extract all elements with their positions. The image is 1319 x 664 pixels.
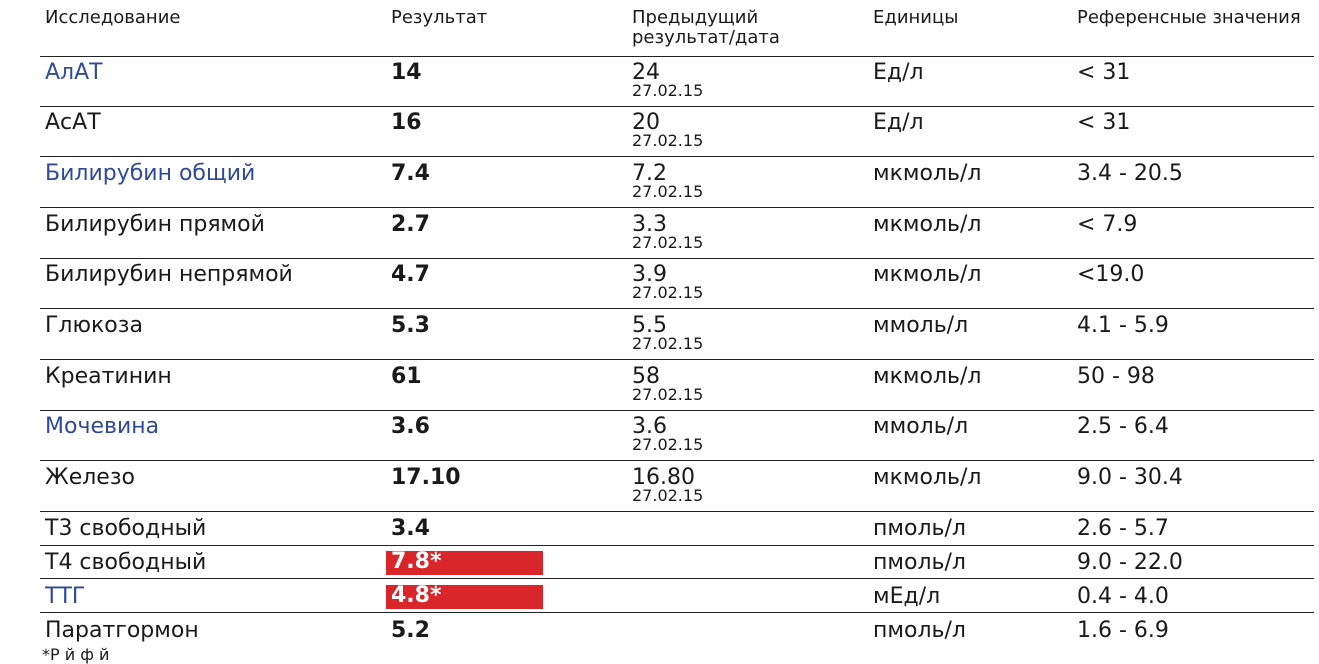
row-divider xyxy=(40,578,1314,579)
unit-value: мкмоль/л xyxy=(873,465,982,490)
test-name: Глюкоза xyxy=(45,313,143,338)
unit-value: мкмоль/л xyxy=(873,262,982,287)
test-name: Железо xyxy=(45,465,135,490)
test-name: Т4 свободный xyxy=(45,550,207,575)
unit-value: пмоль/л xyxy=(873,550,966,575)
footnote-text: *Р й ф й xyxy=(42,645,110,664)
result-value: 61 xyxy=(391,364,422,389)
header-previous-line2: результат/дата xyxy=(632,27,780,48)
unit-value: ммоль/л xyxy=(873,313,969,338)
previous-value: 3.6 xyxy=(632,414,667,439)
result-value: 4.7 xyxy=(391,262,430,287)
result-value-flagged: 7.8* xyxy=(391,549,442,574)
unit-value: мЕд/л xyxy=(873,584,941,609)
unit-value: пмоль/л xyxy=(873,516,966,541)
result-value: 3.4 xyxy=(391,516,430,541)
previous-date: 27.02.15 xyxy=(632,233,704,252)
row-divider xyxy=(40,308,1314,309)
result-value: 17.10 xyxy=(391,465,461,490)
test-name: Креатинин xyxy=(45,364,172,389)
result-value: 16 xyxy=(391,110,422,135)
row-divider xyxy=(40,258,1314,259)
previous-date: 27.02.15 xyxy=(632,385,704,404)
previous-value: 58 xyxy=(632,364,660,389)
row-divider xyxy=(40,106,1314,107)
previous-date: 27.02.15 xyxy=(632,334,704,353)
result-value-flagged: 4.8* xyxy=(391,583,442,608)
row-divider xyxy=(40,359,1314,360)
previous-value: 20 xyxy=(632,110,660,135)
row-divider xyxy=(40,612,1314,613)
row-divider xyxy=(40,410,1314,411)
reference-value: 4.1 - 5.9 xyxy=(1077,313,1169,338)
row-divider xyxy=(40,545,1314,546)
reference-value: 2.6 - 5.7 xyxy=(1077,516,1169,541)
test-name-link[interactable]: АлАТ xyxy=(45,60,103,85)
reference-value: 50 - 98 xyxy=(1077,364,1155,389)
test-name: АсАТ xyxy=(45,110,101,135)
row-divider xyxy=(40,156,1314,157)
reference-value: < 31 xyxy=(1077,60,1131,85)
previous-date: 27.02.15 xyxy=(632,182,704,201)
previous-date: 27.02.15 xyxy=(632,486,704,505)
test-name: Билирубин непрямой xyxy=(45,262,293,287)
previous-value: 3.3 xyxy=(632,212,667,237)
reference-value: < 7.9 xyxy=(1077,212,1138,237)
result-value: 3.6 xyxy=(391,414,430,439)
unit-value: пмоль/л xyxy=(873,618,966,643)
reference-value: 2.5 - 6.4 xyxy=(1077,414,1169,439)
unit-value: Ед/л xyxy=(873,110,924,135)
unit-value: ммоль/л xyxy=(873,414,969,439)
test-name-link[interactable]: Мочевина xyxy=(45,414,160,439)
row-divider xyxy=(40,56,1314,57)
row-divider xyxy=(40,511,1314,512)
test-name: Билирубин прямой xyxy=(45,212,265,237)
previous-value: 5.5 xyxy=(632,313,667,338)
header-units: Единицы xyxy=(873,7,959,28)
previous-date: 27.02.15 xyxy=(632,131,704,150)
test-name-link[interactable]: ТТГ xyxy=(45,584,86,609)
row-divider xyxy=(40,207,1314,208)
header-result: Результат xyxy=(391,7,488,28)
previous-date: 27.02.15 xyxy=(632,435,704,454)
result-value: 2.7 xyxy=(391,212,430,237)
unit-value: мкмоль/л xyxy=(873,364,982,389)
header-previous-line1: Предыдущий xyxy=(632,7,759,28)
reference-value: 1.6 - 6.9 xyxy=(1077,618,1169,643)
header-reference: Референсные значения xyxy=(1077,7,1301,28)
reference-value: 0.4 - 4.0 xyxy=(1077,584,1169,609)
unit-value: мкмоль/л xyxy=(873,212,982,237)
previous-value: 7.2 xyxy=(632,161,667,186)
row-divider xyxy=(40,460,1314,461)
header-test: Исследование xyxy=(45,7,181,28)
unit-value: Ед/л xyxy=(873,60,924,85)
test-name: Паратгормон xyxy=(45,618,199,643)
unit-value: мкмоль/л xyxy=(873,161,982,186)
result-value: 5.2 xyxy=(391,618,430,643)
reference-value: 9.0 - 30.4 xyxy=(1077,465,1183,490)
reference-value: 9.0 - 22.0 xyxy=(1077,550,1183,575)
result-value: 5.3 xyxy=(391,313,430,338)
previous-date: 27.02.15 xyxy=(632,283,704,302)
header-previous xyxy=(632,8,832,48)
previous-date: 27.02.15 xyxy=(632,81,704,100)
reference-value: 3.4 - 20.5 xyxy=(1077,161,1183,186)
reference-value: < 31 xyxy=(1077,110,1131,135)
previous-value: 16.80 xyxy=(632,465,695,490)
test-name-link[interactable]: Билирубин общий xyxy=(45,161,256,186)
test-name: Т3 свободный xyxy=(45,516,207,541)
result-value: 14 xyxy=(391,60,422,85)
result-value: 7.4 xyxy=(391,161,430,186)
previous-value: 3.9 xyxy=(632,262,667,287)
reference-value: <19.0 xyxy=(1077,262,1145,287)
previous-value: 24 xyxy=(632,60,660,85)
